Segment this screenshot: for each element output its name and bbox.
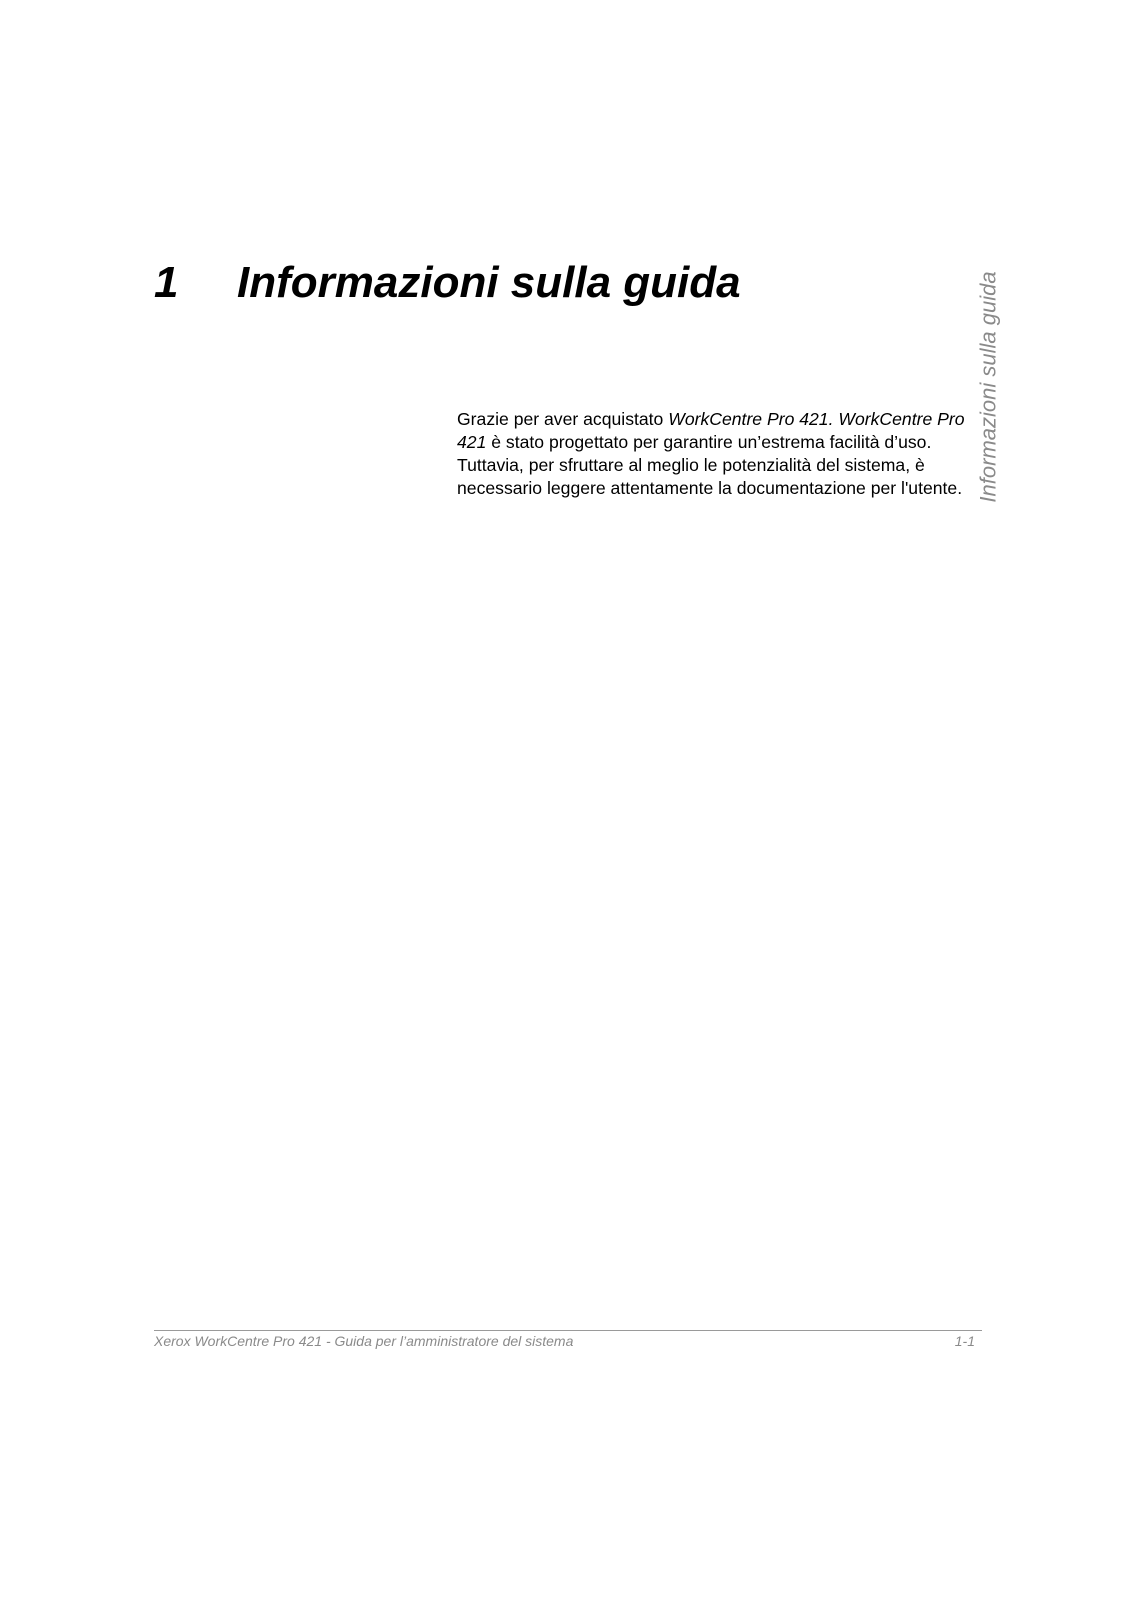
intro-text-end: è stato progettato per garantire un’estrema facilità d’uso. Tuttavia, per sfruttare al meglio le potenzialità del sistema, è necessario leggere attentamente la documentazione per l'utente. [457, 432, 963, 498]
footer-title: Xerox WorkCentre Pro 421 - Guida per l’amministratore del sistema [154, 1333, 574, 1349]
chapter-heading [154, 254, 741, 312]
side-tab-label: Informazioni sulla guida [976, 271, 1002, 503]
intro-paragraph [457, 408, 987, 500]
chapter-title: Informazioni sulla guida [237, 258, 741, 307]
intro-text-start: Grazie per aver acquistato [457, 409, 669, 429]
chapter-number: 1 [154, 258, 179, 307]
product-name: WorkCentre Pro 421. WorkCentre Pro 421 [457, 409, 965, 452]
page-number: 1-1 [954, 1333, 975, 1349]
footer-divider [154, 1330, 982, 1331]
